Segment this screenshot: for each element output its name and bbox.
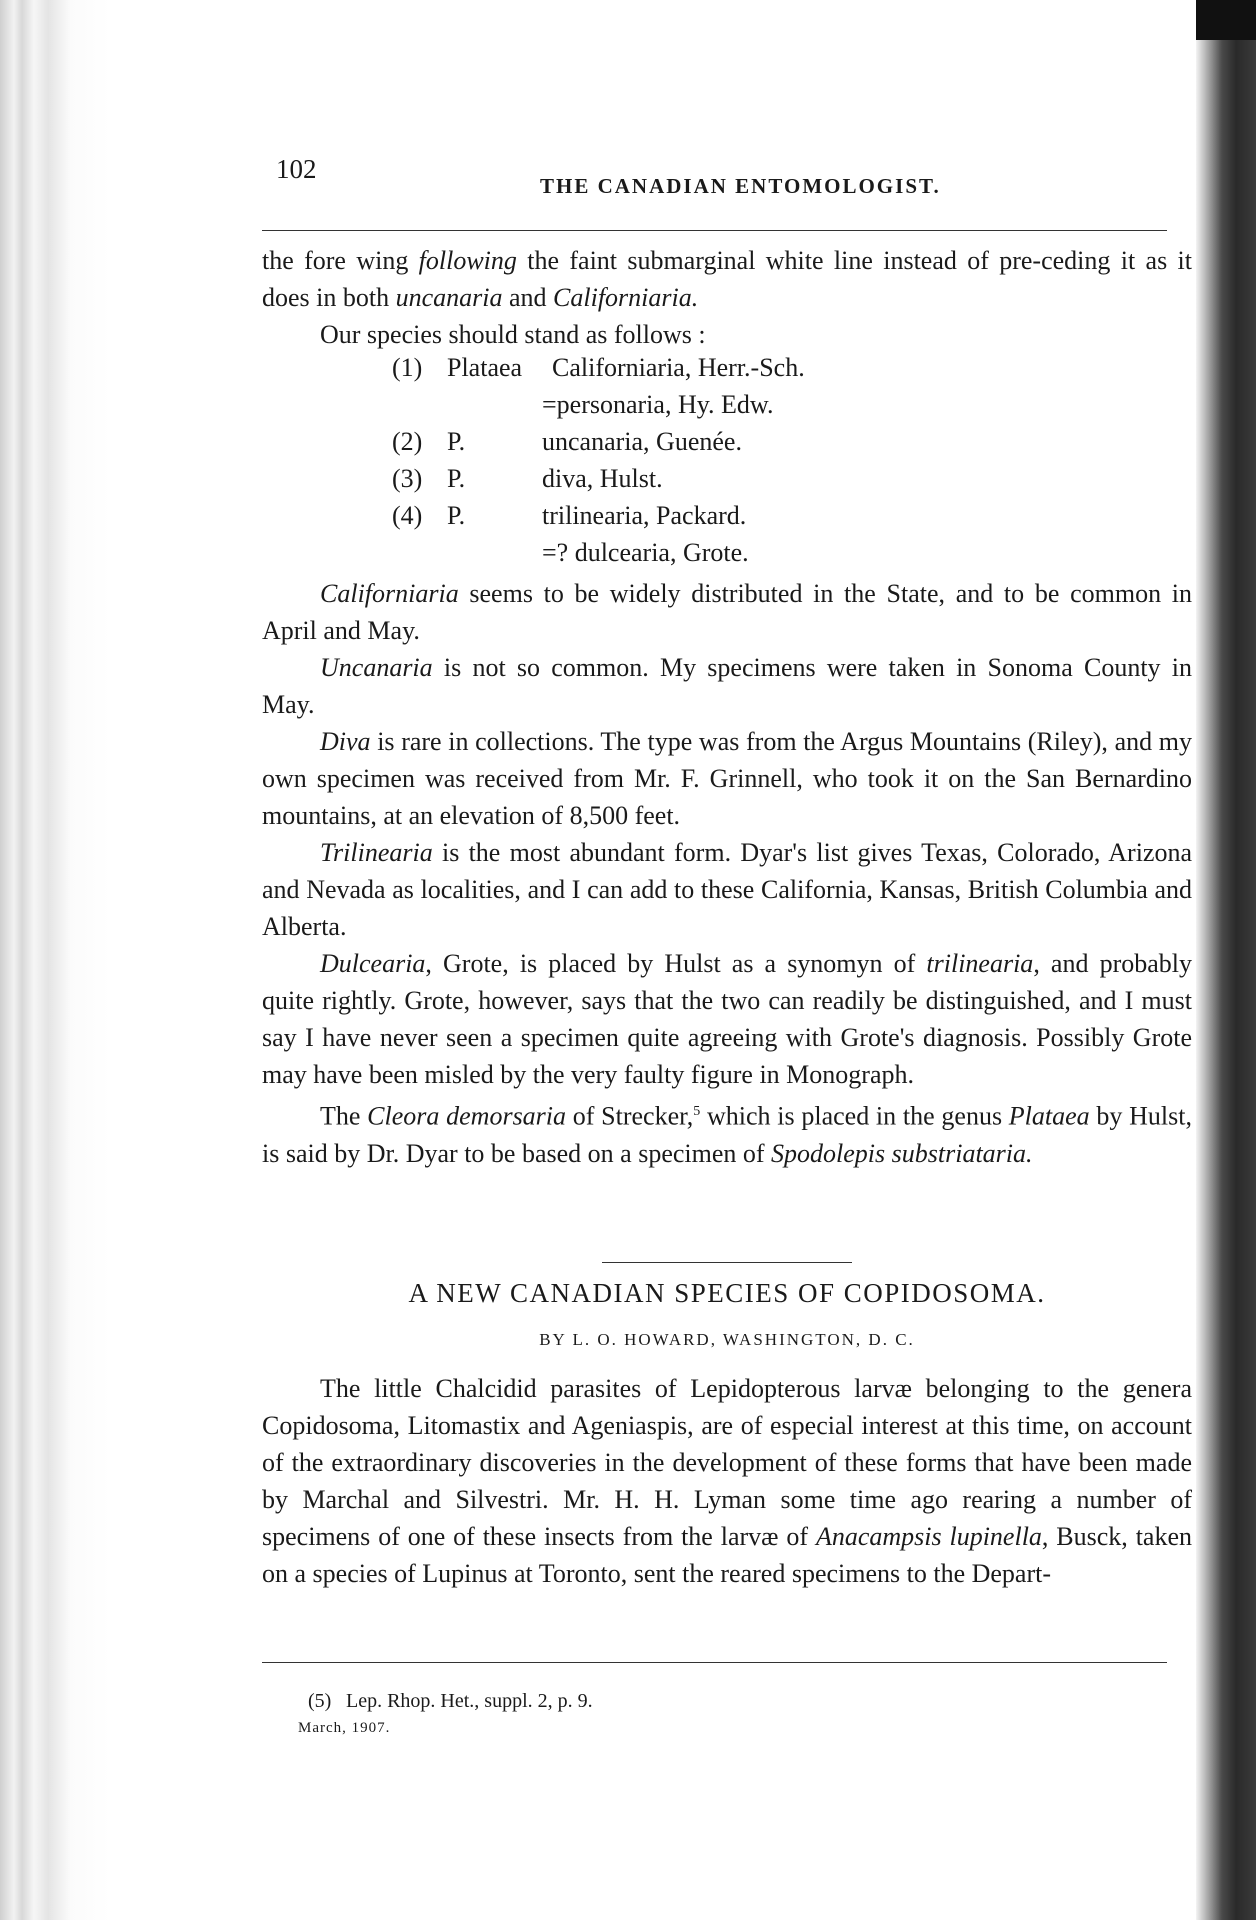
intro-follows: Our species should stand as follows : <box>320 320 706 349</box>
issue-date: March, 1907. <box>298 1720 391 1736</box>
intro-italic: following <box>418 246 517 275</box>
page-header <box>262 150 1192 198</box>
paragraph-text: , Busck, taken on a species of Lupinus at Toronto, sent the reared specimens to the Depart- <box>262 1522 1192 1588</box>
list-number: (2) <box>392 427 423 456</box>
list-synonym: =? dulcearia, Grote. <box>542 538 749 567</box>
paragraph-diva <box>262 723 1192 834</box>
paragraph-text: The <box>320 1101 368 1131</box>
list-synonym: =personaria, Hy. Edw. <box>542 390 774 419</box>
article-title: A NEW CANADIAN SPECIES OF COPIDOSOMA. <box>408 1278 1046 1308</box>
footnote-text: Lep. Rhop. Het., suppl. 2, p. 9. <box>346 1690 593 1712</box>
footnote-marker: 5 <box>693 1104 701 1119</box>
paragraph-text: The little Chalcidid parasites of Lepidopterous larvæ belonging to the genera Copidosoma, Litomastix and Ageniaspis, are of especial interest at this time, on account of the extraordinary discoveries in the development of these forms that have been made by Marchal and Silvestri. Mr. H. H. Lyman some time ago rearing a number of specimens of one of these insects from the larvæ of <box>262 1374 1192 1551</box>
list-genus: P. <box>447 427 466 456</box>
page-number: 102 <box>276 154 317 184</box>
italic-term: trilinearia <box>926 949 1034 978</box>
intro-italic: uncanaria <box>395 283 503 312</box>
article-byline: BY L. O. HOWARD, WASHINGTON, D. C. <box>539 1330 915 1349</box>
page-edge-shadow <box>1196 0 1256 1920</box>
list-genus: P. <box>447 501 466 530</box>
italic-term: Plataea <box>1008 1101 1090 1131</box>
paragraph-trilinearia <box>262 834 1192 945</box>
intro-text: and <box>502 283 554 312</box>
paragraph-text: is not so common. My specimens were taken in Sonoma County in May. <box>262 653 1192 719</box>
book-page <box>262 150 1192 1736</box>
footnote <box>308 1690 593 1713</box>
list-item <box>262 427 1192 464</box>
italic-term: Trilinearia <box>320 838 433 867</box>
paragraph-uncanaria <box>262 649 1192 723</box>
list-genus: Plataea <box>447 353 523 382</box>
scan-corner <box>1196 0 1256 40</box>
paragraph-text: which is placed in the genus <box>700 1101 1009 1131</box>
list-species: trilinearia, Packard. <box>542 501 747 530</box>
paragraph-text: of Strecker, <box>566 1101 694 1131</box>
footnote-rule <box>262 1662 1167 1663</box>
species-discussion <box>262 575 1192 1172</box>
paragraph-text: , Grote, is placed by Hulst as a synomyn of <box>425 949 927 978</box>
section-divider <box>602 1262 852 1263</box>
running-title: THE CANADIAN ENTOMOLOGIST. <box>540 174 941 198</box>
paragraph-text: seems to be widely distributed in the State, and to be common in April and May. <box>262 579 1192 645</box>
list-item <box>262 464 1192 501</box>
list-species: Californiaria, Herr.-Sch. <box>552 353 805 382</box>
list-item <box>262 501 1192 538</box>
list-item <box>262 353 1192 390</box>
italic-term: Uncanaria <box>320 653 433 682</box>
paragraph-cleora <box>262 1093 1192 1172</box>
list-genus: P. <box>447 464 466 493</box>
paragraph-text: by Hulst, is said by Dr. Dyar to be based on a specimen of <box>262 1101 1192 1168</box>
paragraph-text: , and probably quite rightly. Grote, however, says that the two can readily be distinguished, and I must say I have never seen a specimen quite agreeing with Grote's diagnosis. Possibly Grote may have been misled by the very faulty figure in Monograph. <box>262 949 1192 1089</box>
list-number: (4) <box>392 501 423 530</box>
paragraph-text: is rare in collections. The type was from the Argus Mountains (Riley), and my own specimen was received from Mr. F. Grinnell, who took it on the San Bernardino mountains, at an elevation of 8,500 feet. <box>262 727 1192 830</box>
header-rule <box>262 230 1167 231</box>
footnote-number: (5) <box>308 1690 332 1712</box>
list-species: diva, Hulst. <box>542 464 663 493</box>
species-list <box>262 353 1192 575</box>
paragraph-text: is the most abundant form. Dyar's list gives Texas, Colorado, Arizona and Nevada as localities, and I can add to these California, Kansas, British Columbia and Alberta. <box>262 838 1192 941</box>
italic-term: Californiaria <box>320 579 459 608</box>
paragraph-dulcearia <box>262 945 1192 1093</box>
list-number: (3) <box>392 464 423 493</box>
list-item <box>262 538 1192 575</box>
paragraph-californiaria <box>262 575 1192 649</box>
intro-italic: Californiaria. <box>553 283 699 312</box>
italic-term: Spodolepis substriataria. <box>771 1138 1033 1168</box>
list-number: (1) <box>392 353 423 382</box>
intro-paragraph <box>262 242 1192 353</box>
intro-text: the fore wing <box>262 246 419 275</box>
list-species: uncanaria, Guenée. <box>542 427 742 456</box>
intro-text: ceding it as it does in both <box>262 246 1192 312</box>
italic-term: Cleora demorsaria <box>367 1101 567 1131</box>
italic-term: Anacampsis lupinella <box>815 1522 1042 1551</box>
article-paragraph <box>262 1370 1192 1592</box>
intro-text: the faint submarginal white line instead of pre- <box>516 246 1042 275</box>
intro-lines <box>262 242 1192 316</box>
article-body <box>262 1370 1192 1592</box>
list-item <box>262 390 1192 427</box>
book-gutter <box>0 0 110 1920</box>
italic-term: Dulcearia <box>320 949 426 978</box>
italic-term: Diva <box>320 727 371 756</box>
